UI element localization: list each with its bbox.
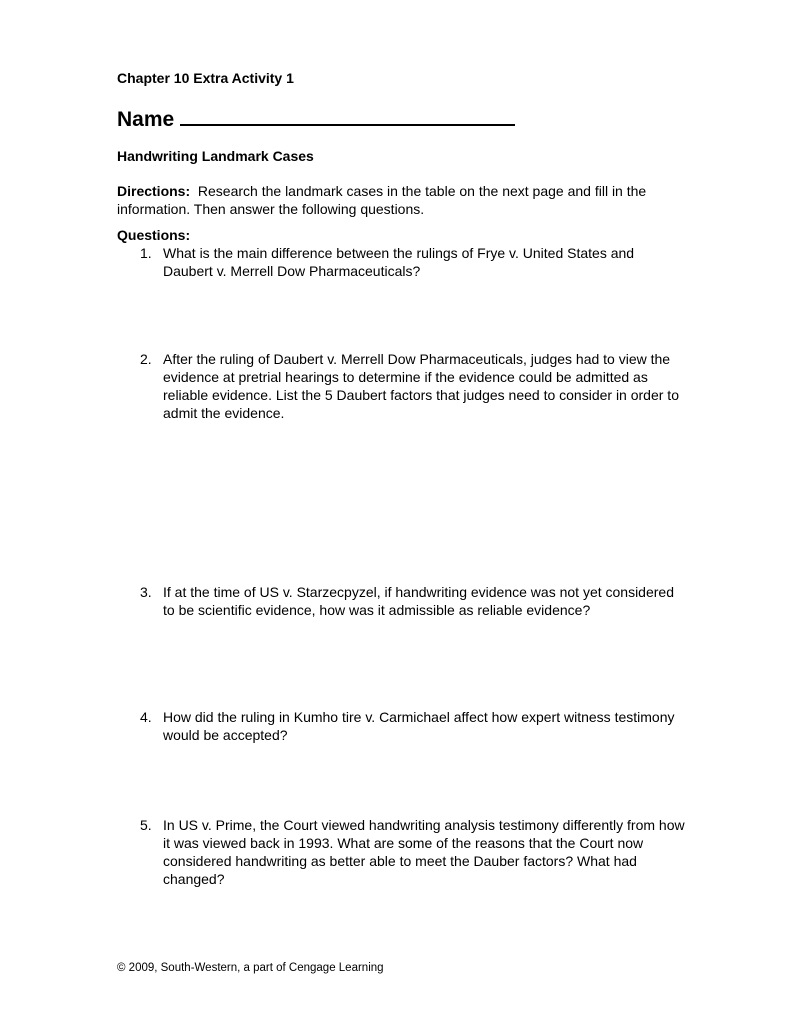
- directions-label: Directions:: [117, 183, 191, 199]
- question-number: 1.: [140, 245, 152, 261]
- worksheet-subtitle: Handwriting Landmark Cases: [117, 148, 314, 164]
- question-text: After the ruling of Daubert v. Merrell Dow Pharmaceuticals, judges had to view the evidence at pretrial hearings to determine if the evidence could be admitted as reliable evidence. List the 5 Daubert factors that judges need to consider in order to admit the evidence.: [163, 351, 679, 421]
- question-number: 4.: [140, 709, 152, 725]
- question-number: 5.: [140, 817, 152, 833]
- name-label: Name: [117, 108, 175, 131]
- question-number: 3.: [140, 584, 152, 600]
- question-item: [140, 350, 685, 422]
- question-number: 2.: [140, 351, 152, 367]
- question-item: [140, 244, 685, 280]
- question-text: How did the ruling in Kumho tire v. Carmichael affect how expert witness testimony would be accepted?: [163, 709, 675, 743]
- question-item: [140, 583, 685, 619]
- chapter-title: Chapter 10 Extra Activity 1: [117, 70, 294, 86]
- name-blank-line[interactable]: [180, 104, 515, 126]
- question-text: What is the main difference between the rulings of Frye v. United States and Daubert v. Merrell Dow Pharmaceuticals?: [163, 245, 635, 279]
- question-item: [140, 816, 685, 888]
- directions-text: Research the landmark cases in the table on the next page and fill in the information. Then answer the following questions.: [117, 183, 647, 217]
- directions: [117, 182, 677, 218]
- name-field[interactable]: [117, 104, 515, 132]
- copyright-footer: © 2009, South-Western, a part of Cengage Learning: [117, 962, 384, 974]
- question-item: [140, 708, 685, 744]
- questions-heading: Questions:: [117, 227, 191, 243]
- question-text: If at the time of US v. Starzecpyzel, if handwriting evidence was not yet considered to be scientific evidence, how was it admissible as reliable evidence?: [163, 584, 674, 618]
- question-text: In US v. Prime, the Court viewed handwriting analysis testimony differently from how it was viewed back in 1993. What are some of the reasons that the Court now considered handwriting as better able to meet the Dauber factors? What had changed?: [163, 817, 685, 887]
